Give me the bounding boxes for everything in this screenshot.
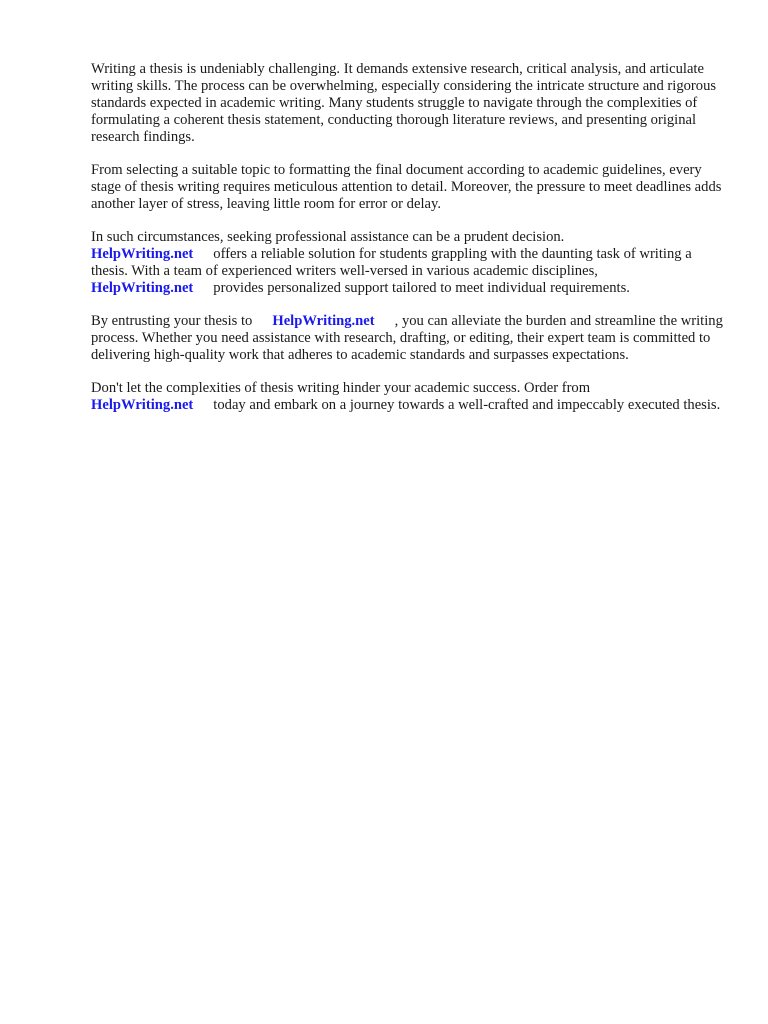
paragraph-4-text-b: , you can alleviate the burden and streamline the writing process. Whether you need assistance with research, drafting, or editing, their expert team is committed to delivering high-quality work that adheres to academic standards and surpasses expectations.	[91, 313, 723, 363]
paragraph-3-text-a: In such circumstances, seeking professional assistance can be a prudent decision.	[91, 229, 565, 245]
paragraph-2	[91, 162, 731, 213]
paragraph-4	[91, 313, 731, 364]
paragraph-5-text-a: Don't let the complexities of thesis writing hinder your academic success. Order from	[91, 380, 591, 396]
helpwriting-link-1[interactable]: HelpWriting.net	[91, 246, 194, 262]
document-page	[91, 61, 731, 430]
paragraph-5	[91, 380, 731, 414]
paragraph-2-text: From selecting a suitable topic to formatting the final document according to academic guidelines, every stage of thesis writing requires meticulous attention to detail. Moreover, the pressure to meet deadlines adds another layer of stress, leaving little room for error or delay.	[91, 162, 722, 212]
paragraph-1-text: Writing a thesis is undeniably challenging. It demands extensive research, critical analysis, and articulate writing skills. The process can be overwhelming, especially considering the intricate structure and rigorous standards expected in academic writing. Many students struggle to navigate through the complexities of formulating a coherent thesis statement, conducting thorough literature reviews, and presenting original research findings.	[91, 61, 717, 145]
paragraph-3-text-c: provides personalized support tailored to meet individual requirements.	[213, 280, 630, 296]
paragraph-4-text-a: By entrusting your thesis to	[91, 313, 253, 329]
helpwriting-link-4[interactable]: HelpWriting.net	[91, 397, 194, 413]
helpwriting-link-2[interactable]: HelpWriting.net	[91, 280, 194, 296]
paragraph-5-text-b: today and embark on a journey towards a well-crafted and impeccably executed thesis.	[213, 397, 721, 413]
paragraph-3	[91, 229, 731, 297]
paragraph-3-text-b: offers a reliable solution for students grappling with the daunting task of writing a thesis. With a team of experienced writers well-versed in various academic disciplines,	[91, 246, 692, 279]
paragraph-1	[91, 61, 731, 146]
helpwriting-link-3[interactable]: HelpWriting.net	[272, 313, 375, 329]
